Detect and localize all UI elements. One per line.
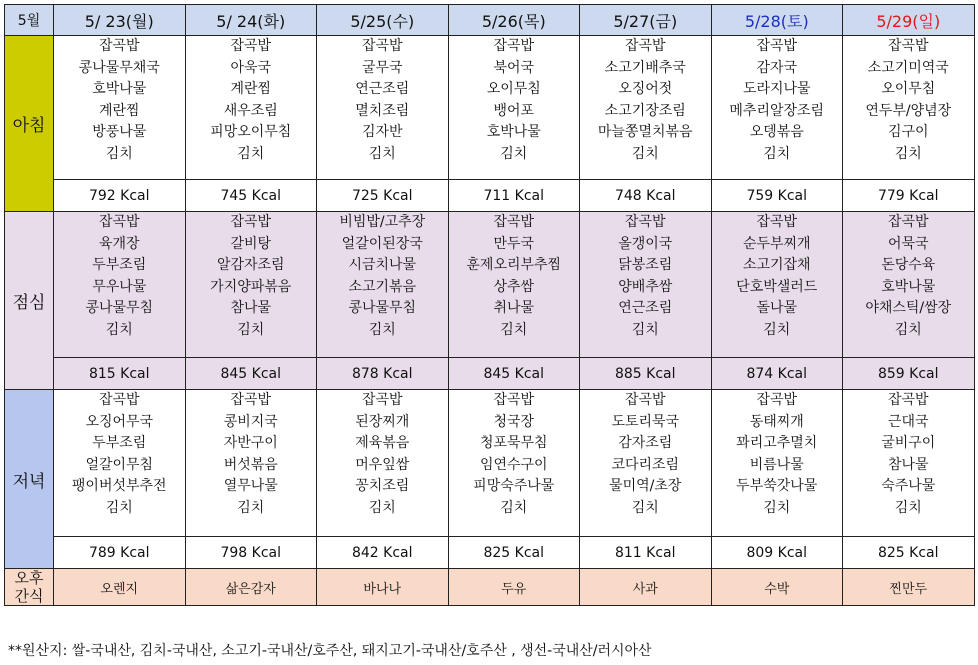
dish-item: 된장찌개 (355, 413, 410, 430)
dish-item: 김치 (894, 321, 922, 338)
dish-item: 참나물 (887, 456, 929, 473)
dish-item: 가지양파볶음 (210, 278, 292, 295)
dish-item: 김치 (105, 321, 133, 338)
dish-item: 무우나물 (92, 278, 147, 295)
dish-item: 비름나물 (749, 456, 804, 473)
dish-item: 오징어젓 (618, 81, 673, 98)
origin-note: **원산지: 쌀-국내산, 김치-국내산, 소고기-국내산/호주산, 돼지고기-국내산/호주산 , 생선-국내산/러시아산 (8, 643, 652, 659)
dish-list (54, 212, 186, 358)
dish-item: 잡곡밥 (493, 392, 535, 408)
kcal-cell: 745 Kcal (185, 180, 317, 212)
kcal-cell: 789 Kcal (54, 537, 186, 569)
dish-item: 소고기미역국 (867, 59, 949, 76)
month-label: 5월 (5, 5, 54, 36)
dish-item: 두부쑥갓나물 (736, 478, 818, 495)
snack-row (5, 569, 975, 606)
dish-item: 김치 (500, 499, 528, 516)
breakfast-label: 아침 (5, 36, 54, 212)
dish-list (711, 390, 843, 537)
dish-item: 콩나물무채국 (78, 59, 160, 76)
dish-item: 상추쌈 (493, 278, 535, 295)
dish-item: 숙주나물 (881, 478, 936, 495)
dish-item: 비빔밥/고추장 (339, 214, 426, 230)
dish-item: 만두국 (493, 235, 535, 252)
dish-item: 잡곡밥 (230, 38, 272, 54)
dish-item: 잡곡밥 (98, 214, 140, 230)
dish-item: 오뎅볶음 (749, 124, 804, 141)
kcal-cell: 859 Kcal (843, 358, 975, 390)
dish-item: 김치 (237, 145, 265, 162)
dish-item: 양배추쌈 (618, 278, 673, 295)
kcal-cell: 845 Kcal (448, 358, 580, 390)
dish-item: 잡곡밥 (98, 38, 140, 54)
dish-item: 콩나물무침 (85, 300, 154, 317)
dish-item: 김치 (763, 145, 791, 162)
dish-item: 김치 (237, 321, 265, 338)
dish-item: 감자조림 (618, 435, 673, 452)
day-header-wed: 5/25(수) (317, 5, 449, 36)
dish-item: 김치 (368, 145, 396, 162)
day-header-fri: 5/27(금) (580, 5, 712, 36)
dish-item: 소고기배추국 (604, 59, 686, 76)
day-header-tue: 5/ 24(화) (185, 5, 317, 36)
dish-list (580, 212, 712, 358)
dish-item: 참나물 (230, 300, 272, 317)
snack-label (5, 569, 54, 606)
dish-item: 북어국 (493, 59, 535, 76)
dish-item: 열무나물 (223, 478, 278, 495)
kcal-cell: 874 Kcal (711, 358, 843, 390)
dish-item: 피망오이무침 (210, 124, 292, 141)
kcal-cell: 748 Kcal (580, 180, 712, 212)
dish-item: 제육볶음 (355, 435, 410, 452)
dish-item: 김자반 (361, 124, 403, 141)
dish-item: 청포묵무침 (479, 435, 548, 452)
day-header-sat: 5/28(토) (711, 5, 843, 36)
dish-item: 뱅어포 (493, 102, 535, 119)
dish-item: 연근조림 (355, 81, 410, 98)
snack-label-line2: 간식 (14, 587, 44, 605)
dish-item: 잡곡밥 (756, 214, 798, 230)
dish-item: 소고기장조림 (604, 102, 686, 119)
breakfast-kcal-row (5, 180, 975, 212)
dish-item: 새우조림 (223, 102, 278, 119)
kcal-cell: 792 Kcal (54, 180, 186, 212)
dish-list (448, 212, 580, 358)
dish-item: 김치 (368, 321, 396, 338)
dish-item: 팽이버섯부추전 (71, 478, 167, 495)
kcal-cell: 815 Kcal (54, 358, 186, 390)
dish-item: 갈비탕 (230, 235, 272, 252)
dish-item: 잡곡밥 (887, 38, 929, 54)
dish-item: 근대국 (887, 413, 929, 430)
dish-item: 임연수구이 (479, 456, 548, 473)
snack-cell: 바나나 (317, 569, 449, 606)
snack-cell: 오렌지 (54, 569, 186, 606)
dish-item: 잡곡밥 (230, 214, 272, 230)
kcal-cell: 711 Kcal (448, 180, 580, 212)
dish-list (54, 390, 186, 537)
lunch-label: 점심 (5, 212, 54, 390)
day-header-mon: 5/ 23(월) (54, 5, 186, 36)
dish-item: 얼갈이된장국 (341, 235, 423, 252)
snack-cell: 수박 (711, 569, 843, 606)
dish-list (711, 36, 843, 180)
dish-item: 올갱이국 (618, 235, 673, 252)
snack-cell: 찐만두 (843, 569, 975, 606)
dish-item: 오이무침 (486, 81, 541, 98)
dish-item: 굴비구이 (881, 435, 936, 452)
dish-list (580, 390, 712, 537)
dish-item: 콩비지국 (223, 413, 278, 430)
dish-item: 연근조림 (618, 300, 673, 317)
dish-item: 청국장 (493, 413, 535, 430)
dish-item: 김치 (105, 499, 133, 516)
kcal-cell: 725 Kcal (317, 180, 449, 212)
dish-item: 순두부찌개 (742, 235, 811, 252)
dish-item: 돌나물 (756, 300, 798, 317)
lunch-dishes-row (5, 212, 975, 358)
dish-item: 호박나물 (92, 81, 147, 98)
dish-item: 김치 (763, 499, 791, 516)
dish-item: 자반구이 (223, 435, 278, 452)
dish-item: 김치 (894, 499, 922, 516)
dish-list (185, 212, 317, 358)
dish-item: 김치 (500, 145, 528, 162)
dish-item: 단호박샐러드 (736, 278, 818, 295)
dinner-dishes-row (5, 390, 975, 537)
dish-list (711, 212, 843, 358)
kcal-cell: 798 Kcal (185, 537, 317, 569)
dish-item: 잡곡밥 (361, 38, 403, 54)
dish-list (448, 390, 580, 537)
dish-item: 야채스틱/쌈장 (865, 300, 952, 317)
dish-item: 김치 (763, 321, 791, 338)
dish-item: 마늘쫑멸치볶음 (597, 124, 693, 141)
dish-item: 잡곡밥 (756, 38, 798, 54)
dish-item: 호박나물 (486, 124, 541, 141)
dish-item: 잡곡밥 (98, 392, 140, 408)
dish-list (317, 390, 449, 537)
kcal-cell: 885 Kcal (580, 358, 712, 390)
dish-item: 계란찜 (230, 81, 272, 98)
breakfast-dishes-row (5, 36, 975, 180)
dish-item: 콩나물무침 (348, 300, 417, 317)
dish-item: 오이무침 (881, 81, 936, 98)
dish-item: 감자국 (756, 59, 798, 76)
dish-item: 육개장 (98, 235, 140, 252)
dish-item: 코다리조림 (611, 456, 680, 473)
dish-item: 버섯볶음 (223, 456, 278, 473)
dish-list (843, 212, 975, 358)
dish-item: 도라지나물 (742, 81, 811, 98)
dish-item: 동태찌개 (749, 413, 804, 430)
dinner-kcal-row (5, 537, 975, 569)
dish-item: 두부조림 (92, 257, 147, 274)
dish-list (448, 36, 580, 180)
dish-item: 김구이 (887, 124, 929, 141)
dish-item: 잡곡밥 (493, 38, 535, 54)
dish-item: 소고기잡채 (742, 257, 811, 274)
dish-item: 메추리알장조림 (729, 102, 825, 119)
dish-item: 꽈리고추멸치 (736, 435, 818, 452)
dish-list (317, 212, 449, 358)
dish-item: 방풍나물 (92, 124, 147, 141)
dish-item: 훈제오리부추찜 (466, 257, 562, 274)
dish-item: 굴무국 (361, 59, 403, 76)
dish-item: 김치 (894, 145, 922, 162)
kcal-cell: 825 Kcal (448, 537, 580, 569)
dish-item: 꽁치조림 (355, 478, 410, 495)
kcal-cell: 809 Kcal (711, 537, 843, 569)
day-header-sun: 5/29(일) (843, 5, 975, 36)
dinner-label: 저녁 (5, 390, 54, 569)
dish-item: 오징어무국 (85, 413, 154, 430)
dish-list (843, 390, 975, 537)
dish-item: 잡곡밥 (624, 392, 666, 408)
kcal-cell: 759 Kcal (711, 180, 843, 212)
dish-item: 피망숙주나물 (473, 478, 555, 495)
dish-item: 김치 (631, 321, 659, 338)
dish-item: 잡곡밥 (493, 214, 535, 230)
dish-list (54, 36, 186, 180)
dish-item: 돈당수육 (881, 257, 936, 274)
dish-item: 두부조림 (92, 435, 147, 452)
kcal-cell: 842 Kcal (317, 537, 449, 569)
lunch-kcal-row (5, 358, 975, 390)
dish-item: 김치 (631, 145, 659, 162)
snack-cell: 두유 (448, 569, 580, 606)
dish-item: 잡곡밥 (230, 392, 272, 408)
dish-item: 머우잎쌈 (355, 456, 410, 473)
dish-item: 잡곡밥 (624, 38, 666, 54)
dish-item: 취나물 (493, 300, 535, 317)
snack-cell: 삶은감자 (185, 569, 317, 606)
dish-item: 계란찜 (98, 102, 140, 119)
dish-list (185, 390, 317, 537)
header-row (5, 5, 975, 36)
dish-item: 잡곡밥 (624, 214, 666, 230)
dish-item: 멸치조림 (355, 102, 410, 119)
kcal-cell: 825 Kcal (843, 537, 975, 569)
dish-item: 김치 (105, 145, 133, 162)
dish-list (185, 36, 317, 180)
kcal-cell: 811 Kcal (580, 537, 712, 569)
snack-label-line1: 오후 (14, 569, 44, 587)
dish-item: 잡곡밥 (361, 392, 403, 408)
kcal-cell: 845 Kcal (185, 358, 317, 390)
dish-item: 물미역/초장 (609, 478, 682, 495)
kcal-cell: 779 Kcal (843, 180, 975, 212)
kcal-cell: 878 Kcal (317, 358, 449, 390)
dish-item: 도토리묵국 (611, 413, 680, 430)
dish-list (580, 36, 712, 180)
dish-item: 연두부/양념장 (865, 102, 952, 119)
snack-cell: 사과 (580, 569, 712, 606)
day-header-thu: 5/26(목) (448, 5, 580, 36)
dish-item: 알감자조림 (216, 257, 285, 274)
dish-list (317, 36, 449, 180)
dish-item: 어묵국 (887, 235, 929, 252)
dish-item: 닭봉조림 (618, 257, 673, 274)
dish-item: 호박나물 (881, 278, 936, 295)
dish-item: 김치 (368, 499, 396, 516)
dish-item: 김치 (631, 499, 659, 516)
dish-item: 잡곡밥 (887, 392, 929, 408)
dish-item: 얼갈이무침 (85, 456, 154, 473)
dish-item: 김치 (237, 499, 265, 516)
weekly-meal-table (4, 4, 975, 606)
dish-item: 시금치나물 (348, 257, 417, 274)
dish-item: 아욱국 (230, 59, 272, 76)
dish-item: 잡곡밥 (756, 392, 798, 408)
dish-list (843, 36, 975, 180)
dish-item: 잡곡밥 (887, 214, 929, 230)
dish-item: 소고기볶음 (348, 278, 417, 295)
dish-item: 김치 (500, 321, 528, 338)
